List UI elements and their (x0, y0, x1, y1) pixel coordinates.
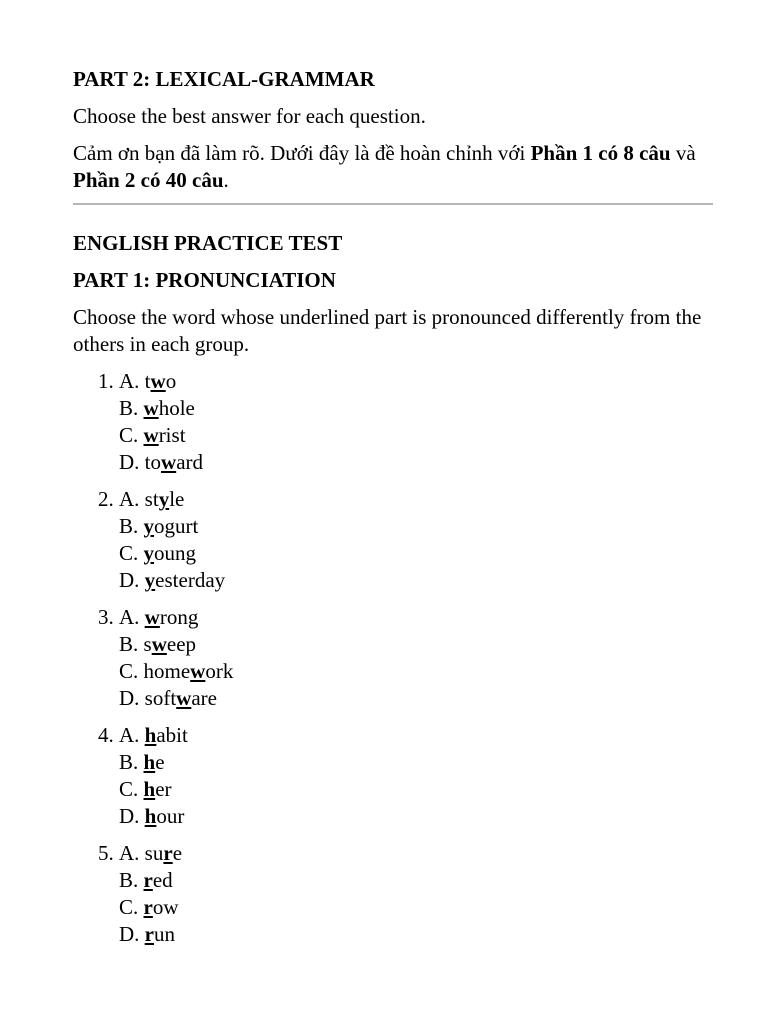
underlined-part: r (143, 895, 153, 919)
completion-note (73, 140, 712, 194)
option-c (119, 422, 712, 449)
option-d (119, 449, 712, 476)
option-label: C. (119, 777, 144, 801)
option-b (119, 631, 712, 658)
option-label: B. (119, 750, 144, 774)
underlined-part: w (151, 632, 167, 656)
option-b (119, 395, 712, 422)
word-post: e (172, 841, 183, 865)
option-b (119, 513, 712, 540)
underlined-part: y (143, 541, 155, 565)
underlined-part: h (144, 723, 157, 747)
option-label: B. (119, 868, 144, 892)
option-b (119, 749, 712, 776)
option-a (119, 604, 712, 631)
word-post: ogurt (154, 514, 199, 538)
option-a (119, 722, 712, 749)
word-post: are (191, 686, 217, 710)
option-label: A. (119, 723, 145, 747)
word-pre: st (144, 487, 159, 511)
note-bold-part2: Phần 2 có 40 câu (73, 168, 224, 192)
underlined-part: h (143, 750, 156, 774)
question-item (119, 486, 712, 594)
part2-heading: PART 2: LEXICAL-GRAMMAR (73, 67, 375, 91)
option-a (119, 486, 712, 513)
option-label: B. (119, 396, 144, 420)
option-label: C. (119, 895, 144, 919)
option-label: D. (119, 922, 145, 946)
word-pre: soft (144, 686, 177, 710)
option-label: C. (119, 659, 144, 683)
option-label: A. (119, 605, 145, 629)
underlined-part: w (150, 369, 166, 393)
word-pre: to (144, 450, 162, 474)
word-pre: su (144, 841, 164, 865)
underlined-part: h (143, 777, 156, 801)
option-label: B. (119, 514, 144, 538)
underlined-part: w (190, 659, 206, 683)
question-item (119, 368, 712, 476)
word-pre: s (143, 632, 152, 656)
word-post: eep (166, 632, 197, 656)
word-post: ow (152, 895, 179, 919)
part1-instruction: Choose the word whose underlined part is pronounced differently from the others in each group. (73, 305, 702, 356)
underlined-part: r (144, 922, 154, 946)
question-item (119, 840, 712, 948)
part1-heading: PART 1: PRONUNCIATION (73, 268, 336, 292)
question-item (119, 722, 712, 830)
option-label: D. (119, 450, 145, 474)
word-post: esterday (155, 568, 226, 592)
word-post: ard (176, 450, 204, 474)
option-label: D. (119, 568, 145, 592)
note-text-1: Cảm ơn bạn đã làm rõ. Dưới đây là đề hoàn chỉnh với (73, 141, 531, 165)
word-post: ed (152, 868, 173, 892)
section-divider (73, 203, 713, 205)
word-post: abit (156, 723, 188, 747)
underlined-part: y (158, 487, 170, 511)
option-d (119, 803, 712, 830)
underlined-part: w (143, 423, 159, 447)
underlined-part: w (161, 450, 177, 474)
word-post: le (169, 487, 185, 511)
underlined-part: r (143, 868, 153, 892)
note-bold-part1: Phần 1 có 8 câu (530, 141, 671, 165)
underlined-part: w (144, 605, 160, 629)
underlined-part: h (144, 804, 157, 828)
option-label: D. (119, 804, 145, 828)
option-d (119, 685, 712, 712)
option-c (119, 540, 712, 567)
note-text-3: . (223, 168, 229, 192)
word-post: hole (158, 396, 195, 420)
option-c (119, 894, 712, 921)
underlined-part: y (143, 514, 155, 538)
word-post: er (155, 777, 172, 801)
test-title: ENGLISH PRACTICE TEST (73, 231, 343, 255)
word-pre: t (144, 369, 151, 393)
word-post: our (156, 804, 185, 828)
question-list (73, 368, 712, 948)
option-d (119, 921, 712, 948)
option-label: C. (119, 423, 144, 447)
question-item (119, 604, 712, 712)
option-label: B. (119, 632, 144, 656)
word-pre: home (143, 659, 191, 683)
word-post: ork (205, 659, 234, 683)
option-label: A. (119, 369, 145, 393)
word-post: e (155, 750, 165, 774)
option-label: D. (119, 686, 145, 710)
option-label: A. (119, 841, 145, 865)
word-post: un (154, 922, 175, 946)
underlined-part: w (143, 396, 159, 420)
word-post: rist (158, 423, 186, 447)
underlined-part: r (163, 841, 173, 865)
word-post: rong (159, 605, 199, 629)
underlined-part: y (144, 568, 156, 592)
option-c (119, 776, 712, 803)
option-a (119, 840, 712, 867)
option-a (119, 368, 712, 395)
option-label: C. (119, 541, 144, 565)
word-post: o (165, 369, 177, 393)
note-text-2: và (670, 141, 696, 165)
option-d (119, 567, 712, 594)
part2-instruction: Choose the best answer for each question. (73, 104, 426, 128)
underlined-part: w (176, 686, 192, 710)
option-b (119, 867, 712, 894)
option-label: A. (119, 487, 145, 511)
option-c (119, 658, 712, 685)
word-post: oung (154, 541, 197, 565)
